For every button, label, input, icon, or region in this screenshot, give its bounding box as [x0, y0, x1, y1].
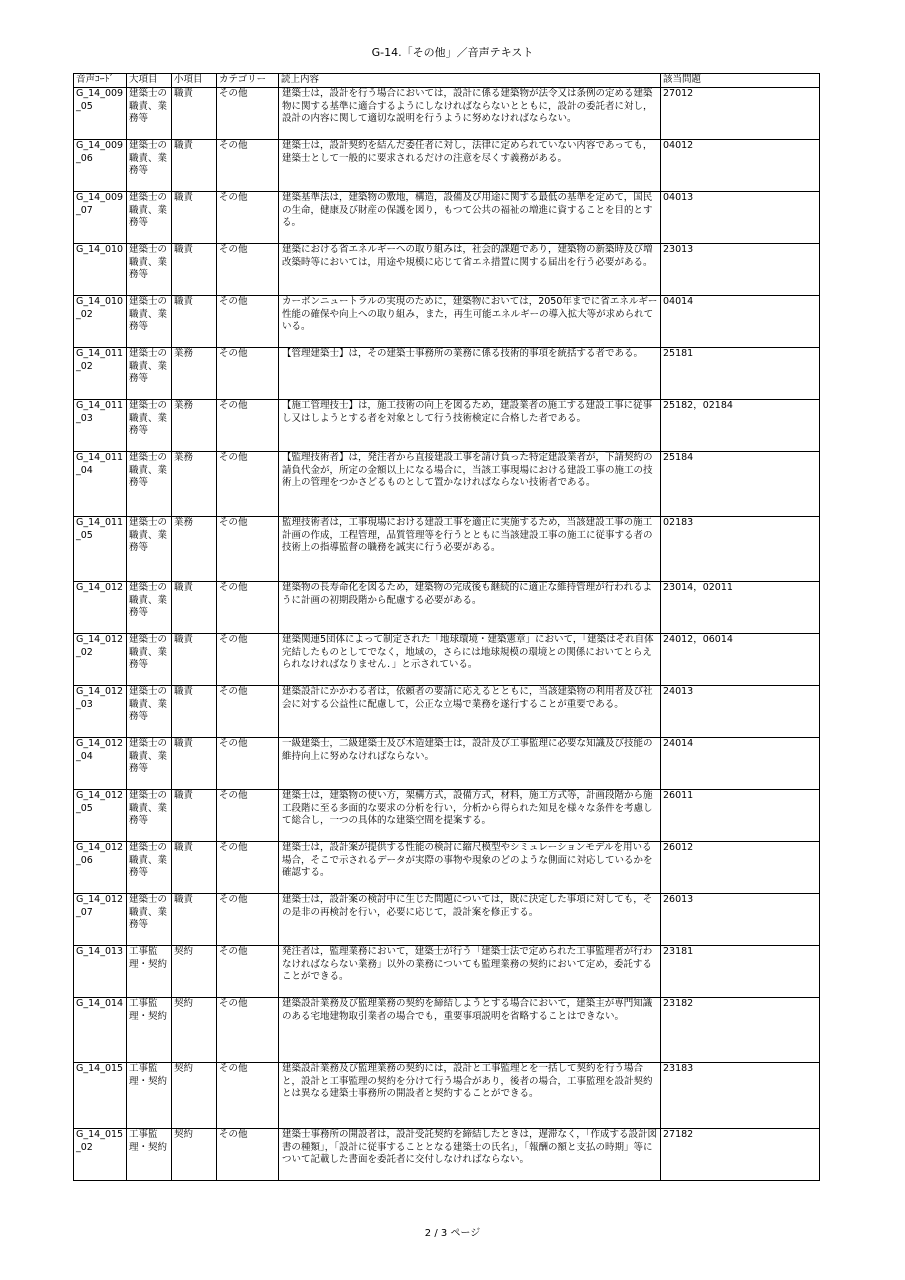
cell-minor: 契約 [172, 946, 217, 998]
cell-problem: 25182，02184 [661, 400, 820, 452]
cell-minor: 業務 [172, 517, 217, 582]
cell-minor: 職責 [172, 686, 217, 738]
table-row [74, 1129, 820, 1181]
cell-minor: 職責 [172, 140, 217, 192]
cell-problem: 04013 [661, 192, 820, 244]
cell-code: G_14_012_05 [74, 790, 127, 842]
cell-minor: 契約 [172, 1129, 217, 1181]
table-row [74, 790, 820, 842]
cell-major: 建築士の職責、業務等 [127, 686, 172, 738]
cell-problem: 24014 [661, 738, 820, 790]
cell-code: G_14_011_04 [74, 452, 127, 517]
cell-problem: 04014 [661, 296, 820, 348]
cell-code: G_14_011_05 [74, 517, 127, 582]
cell-problem: 26013 [661, 894, 820, 946]
page-title: G-14.「その他」／音声テキスト [371, 46, 534, 59]
cell-problem: 26012 [661, 842, 820, 894]
table-row [74, 582, 820, 634]
cell-minor: 職責 [172, 842, 217, 894]
cell-reading: 建築関連5団体によって制定された「地球環境・建築憲章」において，「建築はそれ自体完結したものとしてでなく，地域の，さらには地球規模の環境との関係においてとらえられなければなりません．」と示されている。 [279, 634, 661, 686]
cell-major: 建築士の職責、業務等 [127, 348, 172, 400]
table-row [74, 348, 820, 400]
cell-problem: 24013 [661, 686, 820, 738]
cell-major: 建築士の職責、業務等 [127, 582, 172, 634]
cell-code: G_14_009_07 [74, 192, 127, 244]
cell-code: G_14_012_07 [74, 894, 127, 946]
cell-reading: 【管理建築士】は，その建築士事務所の業務に係る技術的事項を統括する者である。 [279, 348, 661, 400]
table-row [74, 686, 820, 738]
cell-major: 工事監理・契約 [127, 1129, 172, 1181]
cell-category: その他 [217, 790, 279, 842]
cell-major: 建築士の職責、業務等 [127, 894, 172, 946]
cell-problem: 26011 [661, 790, 820, 842]
cell-code: G_14_015_02 [74, 1129, 127, 1181]
cell-category: その他 [217, 244, 279, 296]
cell-category: その他 [217, 894, 279, 946]
cell-major: 工事監理・契約 [127, 1063, 172, 1129]
table-row [74, 88, 820, 140]
table-row [74, 244, 820, 296]
cell-code: G_14_012_03 [74, 686, 127, 738]
cell-reading: カーボンニュートラルの実現のために，建築物においては，2050年までに省エネルギー性能の確保や向上への取り組み，また，再生可能エネルギーの導入拡大等が求められている。 [279, 296, 661, 348]
table-body [74, 88, 820, 1181]
cell-major: 建築士の職責、業務等 [127, 88, 172, 140]
cell-code: G_14_014 [74, 998, 127, 1063]
cell-major: 工事監理・契約 [127, 998, 172, 1063]
cell-major: 建築士の職責、業務等 [127, 738, 172, 790]
cell-category: その他 [217, 192, 279, 244]
cell-minor: 職責 [172, 88, 217, 140]
cell-problem: 23014，02011 [661, 582, 820, 634]
cell-reading: 建築設計業務及び監理業務の契約を締結しようとする場合において，建築主が専門知識のある宅地建物取引業者の場合でも，重要事項説明を省略することはできない。 [279, 998, 661, 1063]
cell-minor: 職責 [172, 192, 217, 244]
cell-category: その他 [217, 946, 279, 998]
cell-minor: 職責 [172, 296, 217, 348]
table-row [74, 192, 820, 244]
cell-major: 建築士の職責、業務等 [127, 192, 172, 244]
header-problem: 該当問題 [661, 74, 820, 88]
cell-major: 建築士の職責、業務等 [127, 634, 172, 686]
cell-category: その他 [217, 348, 279, 400]
cell-code: G_14_010_02 [74, 296, 127, 348]
cell-major: 建築士の職責、業務等 [127, 842, 172, 894]
table-row [74, 842, 820, 894]
cell-minor: 職責 [172, 244, 217, 296]
cell-code: G_14_012_04 [74, 738, 127, 790]
cell-reading: 建築設計にかかわる者は，依頼者の要請に応えるとともに，当該建築物の利用者及び社会に対する公益性に配慮して，公正な立場で業務を遂行することが重要である。 [279, 686, 661, 738]
table-row [74, 400, 820, 452]
cell-category: その他 [217, 88, 279, 140]
cell-reading: 監理技術者は，工事現場における建設工事を適正に実施するため，当該建設工事の施工計画の作成，工程管理，品質管理等を行うとともに当該建設工事の施工に従事する者の技術上の指導監督の職務を誠実に行う必要がある。 [279, 517, 661, 582]
cell-code: G_14_015 [74, 1063, 127, 1129]
header-minor: 小項目 [172, 74, 217, 88]
cell-category: その他 [217, 634, 279, 686]
cell-problem: 04012 [661, 140, 820, 192]
cell-category: その他 [217, 452, 279, 517]
cell-major: 建築士の職責、業務等 [127, 140, 172, 192]
cell-category: その他 [217, 1063, 279, 1129]
table-row [74, 998, 820, 1063]
cell-reading: 建築物の長寿命化を図るため，建築物の完成後も継続的に適正な維持管理が行われるように計画の初期段階から配慮する必要がある。 [279, 582, 661, 634]
cell-minor: 契約 [172, 998, 217, 1063]
cell-category: その他 [217, 400, 279, 452]
cell-problem: 23181 [661, 946, 820, 998]
cell-reading: 建築士は，設計契約を結んだ委任者に対し，法律に定められていない内容であっても，建築士として一般的に要求されるだけの注意を尽くす義務がある。 [279, 140, 661, 192]
cell-major: 建築士の職責、業務等 [127, 790, 172, 842]
cell-reading: 建築士事務所の開設者は，設計受託契約を締結したときは，遅滞なく，「作成する設計図書の種類」，「設計に従事することとなる建築士の氏名」，「報酬の額と支払の時期」等について記載した書面を委託者に交付しなければならない。 [279, 1129, 661, 1181]
cell-minor: 業務 [172, 348, 217, 400]
cell-reading: 建築基準法は，建築物の敷地，構造，設備及び用途に関する最低の基準を定めて，国民の生命，健康及び財産の保護を図り，もつて公共の福祉の増進に資することを目的とする。 [279, 192, 661, 244]
page-number: 2 / 3 ページ [424, 1228, 481, 1239]
cell-major: 建築士の職責、業務等 [127, 244, 172, 296]
table-row [74, 634, 820, 686]
table-header-row [74, 74, 820, 88]
table-row [74, 946, 820, 998]
cell-code: G_14_012_06 [74, 842, 127, 894]
cell-minor: 契約 [172, 1063, 217, 1129]
cell-major: 建築士の職責、業務等 [127, 296, 172, 348]
cell-reading: 【施工管理技士】は，施工技術の向上を図るため，建設業者の施工する建設工事に従事し又はしようとする者を対象として行う技術検定に合格した者である。 [279, 400, 661, 452]
table-row [74, 140, 820, 192]
cell-problem: 27012 [661, 88, 820, 140]
cell-problem: 27182 [661, 1129, 820, 1181]
cell-code: G_14_011_03 [74, 400, 127, 452]
cell-category: その他 [217, 140, 279, 192]
table-row [74, 452, 820, 517]
cell-category: その他 [217, 686, 279, 738]
cell-major: 建築士の職責、業務等 [127, 452, 172, 517]
cell-reading: 建築士は，設計案の検討中に生じた問題については，既に決定した事項に対しても，その是非の再検討を行い，必要に応じて，設計案を修正する。 [279, 894, 661, 946]
header-code: 音声ｺｰﾄﾞ [74, 74, 127, 88]
cell-reading: 建築設計業務及び監理業務の契約には，設計と工事監理とを一括して契約を行う場合と，設計と工事監理の契約を分けて行う場合があり，後者の場合，工事監理を設計契約とは異なる建築士事務所の開設者と契約することができる。 [279, 1063, 661, 1129]
cell-minor: 職責 [172, 894, 217, 946]
cell-minor: 職責 [172, 790, 217, 842]
cell-problem: 25184 [661, 452, 820, 517]
cell-category: その他 [217, 582, 279, 634]
table-row [74, 738, 820, 790]
cell-major: 工事監理・契約 [127, 946, 172, 998]
cell-problem: 23182 [661, 998, 820, 1063]
cell-reading: 建築士は，設計案が提供する性能の検討に縮尺模型やシミュレーションモデルを用いる場合，そこで示されるデータが実際の事物や現象のどのような側面に対応しているかを確認する。 [279, 842, 661, 894]
header-reading: 読上内容 [279, 74, 661, 88]
cell-code: G_14_012_02 [74, 634, 127, 686]
cell-reading: 建築士は，設計を行う場合においては，設計に係る建築物が法令又は条例の定める建築物に関する基準に適合するようにしなければならないとともに，設計の委託者に対し，設計の内容に関して適切な説明を行うように努めなければならない。 [279, 88, 661, 140]
cell-code: G_14_012 [74, 582, 127, 634]
cell-problem: 23183 [661, 1063, 820, 1129]
cell-category: その他 [217, 296, 279, 348]
table-row [74, 1063, 820, 1129]
cell-reading: 建築における省エネルギーへの取り組みは，社会的課題であり，建築物の新築時及び増改築時等においては，用途や規模に応じて省エネ措置に関する届出を行う必要がある。 [279, 244, 661, 296]
cell-code: G_14_013 [74, 946, 127, 998]
cell-code: G_14_011_02 [74, 348, 127, 400]
cell-problem: 24012，06014 [661, 634, 820, 686]
cell-minor: 業務 [172, 452, 217, 517]
cell-code: G_14_009_06 [74, 140, 127, 192]
cell-code: G_14_009_05 [74, 88, 127, 140]
table-row [74, 894, 820, 946]
cell-category: その他 [217, 998, 279, 1063]
table-row [74, 296, 820, 348]
cell-problem: 02183 [661, 517, 820, 582]
cell-major: 建築士の職責、業務等 [127, 517, 172, 582]
cell-category: その他 [217, 1129, 279, 1181]
cell-minor: 職責 [172, 738, 217, 790]
voice-text-table [73, 73, 820, 1181]
cell-problem: 25181 [661, 348, 820, 400]
cell-category: その他 [217, 842, 279, 894]
cell-category: その他 [217, 738, 279, 790]
cell-minor: 職責 [172, 634, 217, 686]
header-category: カテゴリー [217, 74, 279, 88]
cell-reading: 発注者は，監理業務において，建築士が行う「建築士法で定められた工事監理者が行わなければならない業務」以外の業務についても監理業務の契約において定め，委託することができる。 [279, 946, 661, 998]
header-major: 大項目 [127, 74, 172, 88]
cell-major: 建築士の職責、業務等 [127, 400, 172, 452]
cell-category: その他 [217, 517, 279, 582]
cell-minor: 業務 [172, 400, 217, 452]
cell-reading: 【監理技術者】は，発注者から直接建設工事を請け負った特定建設業者が，下請契約の請負代金が，所定の金額以上になる場合に，当該工事現場における建設工事の施工の技術上の管理をつかさどるものとして置かなければならない技術者である。 [279, 452, 661, 517]
cell-code: G_14_010 [74, 244, 127, 296]
cell-reading: 一級建築士，二級建築士及び木造建築士は，設計及び工事監理に必要な知識及び技能の維持向上に努めなければならない。 [279, 738, 661, 790]
table-row [74, 517, 820, 582]
cell-problem: 23013 [661, 244, 820, 296]
cell-reading: 建築士は，建築物の使い方，架構方式，設備方式，材料，施工方式等，計画段階から施工段階に至る多面的な要求の分析を行い，分析から得られた知見を様々な条件を考慮して総合し，一つの具体的な建築空間を提案する。 [279, 790, 661, 842]
cell-minor: 職責 [172, 582, 217, 634]
